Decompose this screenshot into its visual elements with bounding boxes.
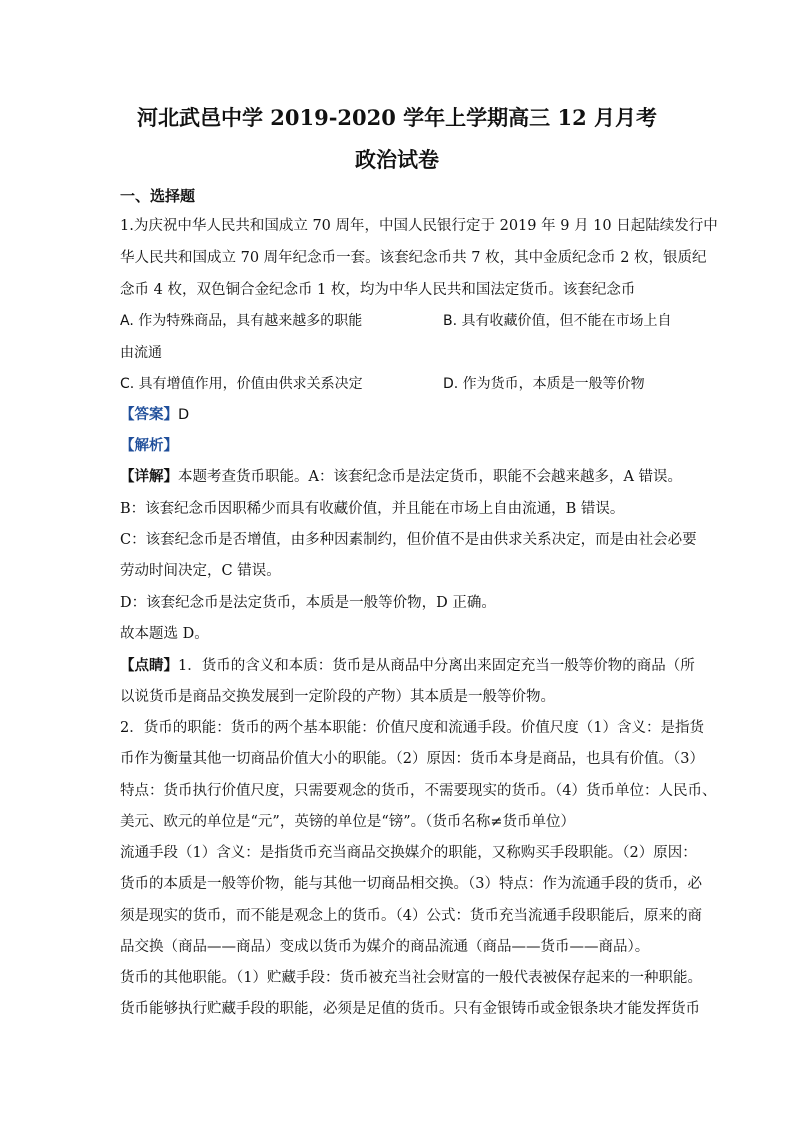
detail-label: 【详解】 <box>120 468 178 485</box>
exam-title: 河北武邑中学 2019-2020 学年上学期高三 12 月月考 <box>136 105 658 130</box>
tips-line-8: 货币的本质是一般等价物，能与其他一切商品相交换。（3）特点：作为流通手段的货币，必 <box>120 876 702 892</box>
analysis-line-1 <box>120 467 682 487</box>
question-stem-line-3: 念币 4 枚，双色铜合金纪念币 1 枚，均为中华人民共和国法定货币。该套纪念币 <box>120 282 636 298</box>
answer-value: D <box>178 407 190 423</box>
option-d: D. 作为货币，本质是一般等价物 <box>443 376 645 392</box>
answer-label: 【答案】 <box>120 407 178 423</box>
analysis-line-6: 故本题选 D。 <box>120 626 209 642</box>
tips-line-5: 特点：货币执行价值尺度，只需要观念的货币，不需要现实的货币。（4）货币单位：人民币、 <box>120 783 717 799</box>
option-b: B. 具有收藏价值，但不能在市场上自 <box>443 313 672 329</box>
analysis-line-4: 劳动时间决定，C 错误。 <box>120 563 281 579</box>
tips-line-6: 美元、欧元的单位是“元”，英镑的单位是“镑”。（货币名称≠货币单位） <box>120 814 576 830</box>
question-stem-line-1: 1.为庆祝中华人民共和国成立 70 周年，中国人民银行定于 2019 年 9 月 10 日起陆续发行中 <box>120 218 718 234</box>
exam-subject: 政治试卷 <box>355 147 439 172</box>
tips-line-4: 币作为衡量其他一切商品价值大小的职能。（2）原因：货币本身是商品，也具有价值。（3） <box>120 751 704 767</box>
tips-line-9: 须是现实的货币，而不能是观念上的货币。（4）公式：货币充当流通手段职能后，原来的商 <box>120 908 702 924</box>
tips-line-2: 以说货币是商品交换发展到一定阶段的产物）其本质是一般等价物。 <box>120 689 555 705</box>
analysis-line-2: B：该套纪念币因职稀少而具有收藏价值，并且能在市场上自由流通，B 错误。 <box>120 501 625 517</box>
analysis-label: 【解析】 <box>120 438 178 454</box>
option-a: A. 作为特殊商品，具有越来越多的职能 <box>120 313 363 329</box>
tips-label: 【点睛】 <box>120 657 178 674</box>
question-stem-line-2: 华人民共和国成立 70 周年纪念币一套。该套纪念币共 7 枚，其中金质纪念币 2 枚，银质纪 <box>120 250 707 266</box>
option-b-continuation: 由流通 <box>120 345 162 361</box>
tips-line-12: 货币能够执行贮藏手段的职能，必须是足值的货币。只有金银铸币或金银条块才能发挥货币 <box>120 1001 700 1017</box>
analysis-text: 本题考查货币职能。A：该套纪念币是法定货币，职能不会越来越多，A 错误。 <box>178 469 683 485</box>
tips-line-3: 2．货币的职能：货币的两个基本职能：价值尺度和流通手段。价值尺度（1）含义：是指货 <box>120 720 704 736</box>
tips-line-7: 流通手段（1）含义：是指货币充当商品交换媒介的职能，又称购买手段职能。（2）原因： <box>120 845 697 861</box>
option-c: C. 具有增值作用，价值由供求关系决定 <box>120 376 363 392</box>
tips-line-10: 品交换（商品——商品）变成以货币为媒介的商品流通（商品——货币——商品）。 <box>120 939 650 955</box>
analysis-line-5: D：该套纪念币是法定货币，本质是一般等价物，D 正确。 <box>120 595 496 611</box>
tips-text: 1．货币的含义和本质：货币是从商品中分离出来固定充当一般等价物的商品（所 <box>178 658 695 674</box>
answer-line <box>120 405 189 425</box>
section-heading: 一、选择题 <box>120 187 196 205</box>
tips-line-11: 货币的其他职能。（1）贮藏手段：货币被充当社会财富的一般代表被保存起来的一种职能。 <box>120 970 702 986</box>
tips-line-1 <box>120 656 695 676</box>
analysis-line-3: C：该套纪念币是否增值，由多种因素制约，但价值不是由供求关系决定，而是由社会必要 <box>120 532 697 548</box>
